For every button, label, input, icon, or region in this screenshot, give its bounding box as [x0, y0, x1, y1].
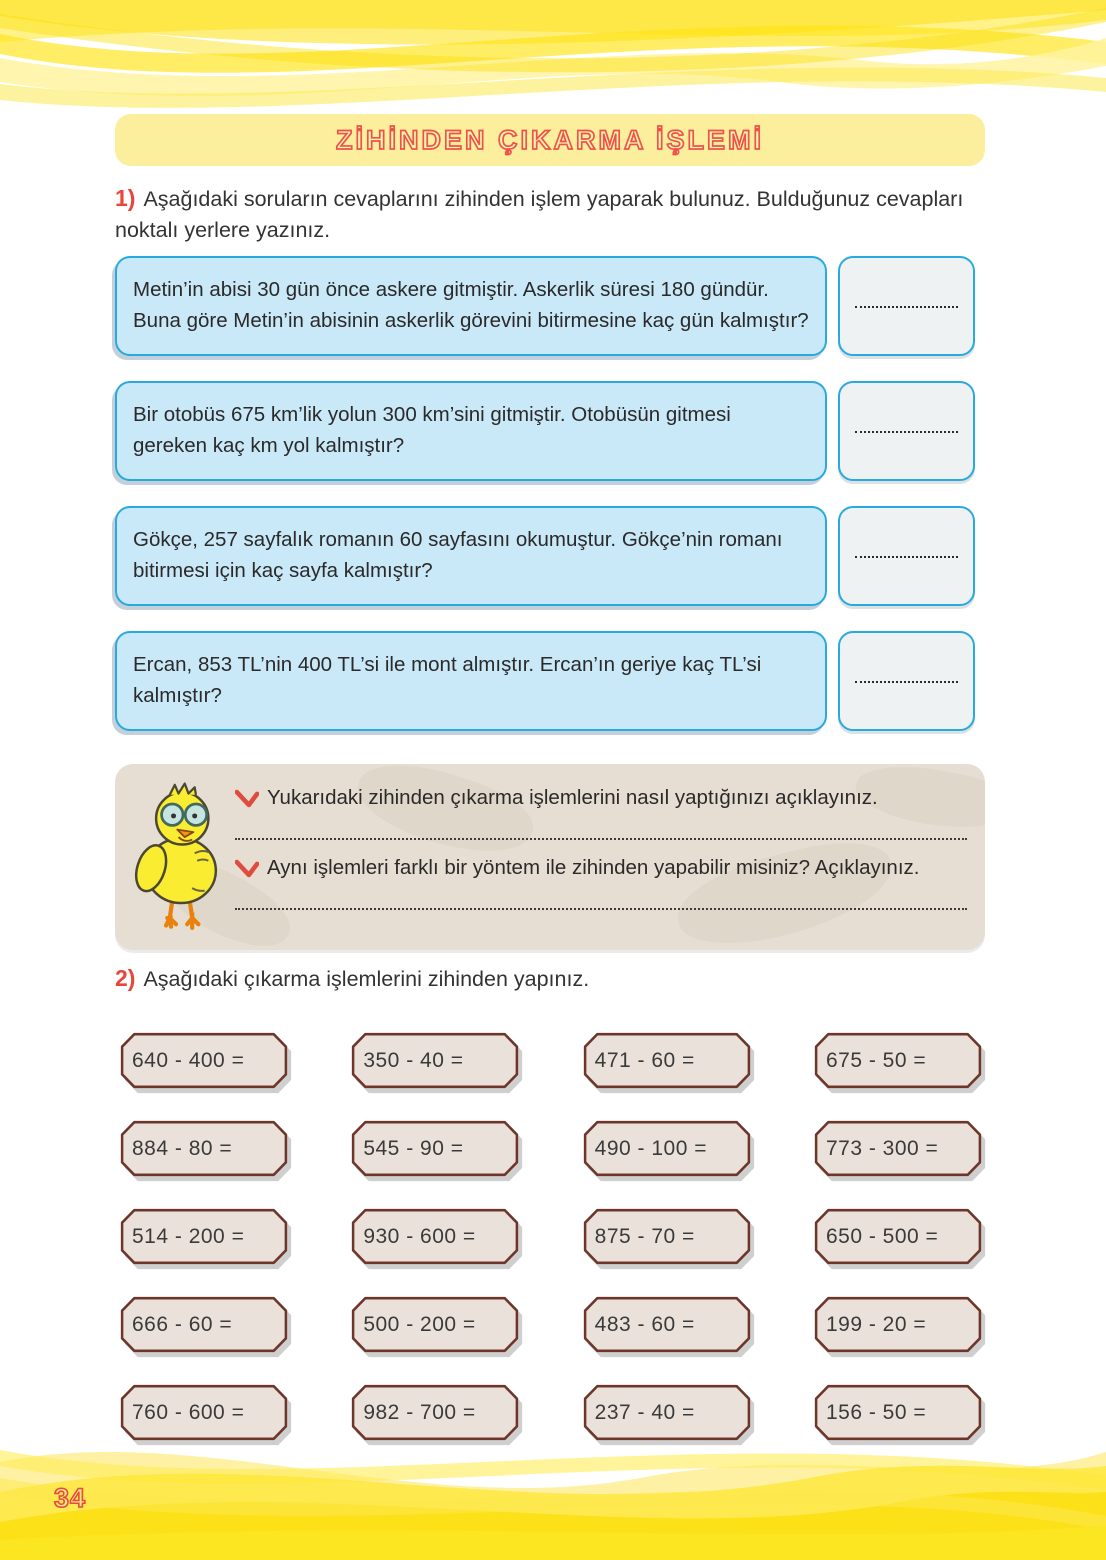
- answer-box[interactable]: [838, 381, 975, 481]
- exercise-text: 500 - 200 =: [363, 1312, 476, 1336]
- exercise-text: 545 - 90 =: [363, 1136, 464, 1160]
- problem-text-box: [115, 256, 827, 356]
- problem-text-box: [115, 506, 827, 606]
- answer-box[interactable]: [838, 631, 975, 731]
- discussion-prompt: [235, 856, 967, 880]
- answer-box[interactable]: [838, 506, 975, 606]
- page-title: ZİHİNDEN ÇIKARMA İŞLEMİ: [336, 124, 764, 155]
- exercise-box[interactable]: [120, 1208, 288, 1265]
- exercise-text: 666 - 60 =: [132, 1312, 233, 1336]
- answer-dotted-line[interactable]: [855, 304, 959, 308]
- exercise-text: 350 - 40 =: [363, 1048, 464, 1072]
- exercise-box[interactable]: [814, 1120, 982, 1177]
- exercise-text: 760 - 600 =: [132, 1400, 245, 1424]
- exercise-text: 875 - 70 =: [594, 1224, 695, 1248]
- chick-mascot-icon: [125, 778, 237, 936]
- problem-row: [115, 631, 985, 731]
- question2-number: 2): [115, 965, 136, 991]
- answer-dotted-line[interactable]: [855, 554, 959, 558]
- exercise-box[interactable]: [120, 1120, 288, 1177]
- exercise-box[interactable]: [120, 1296, 288, 1353]
- title-banner: [115, 114, 985, 166]
- exercise-box[interactable]: [814, 1296, 982, 1353]
- exercise-box[interactable]: [120, 1032, 288, 1089]
- problem-text: Metin’in abisi 30 gün önce askere gitmiştir. Askerlik süresi 180 gündür. Buna göre Metin’in abisinin askerlik görevini bitirmesine kaç gün kalmıştır?: [133, 278, 809, 332]
- question2-instruction: Aşağıdaki çıkarma işlemlerini zihinden yapınız.: [143, 967, 590, 991]
- answer-box[interactable]: [838, 256, 975, 356]
- exercise-box[interactable]: [351, 1120, 519, 1177]
- word-problems: [115, 256, 985, 731]
- prompt-text: Aynı işlemleri farklı bir yöntem ile zihinden yapabilir misiniz? Açıklayınız.: [267, 856, 920, 879]
- problem-row: [115, 506, 985, 606]
- exercise-box[interactable]: [583, 1120, 751, 1177]
- problem-text-box: [115, 631, 827, 731]
- discussion-content: [235, 776, 967, 916]
- exercise-text: 490 - 100 =: [594, 1136, 707, 1160]
- exercise-text: 930 - 600 =: [363, 1224, 476, 1248]
- write-in-dotted-line[interactable]: [235, 836, 967, 840]
- exercise-text: 237 - 40 =: [594, 1400, 695, 1424]
- exercise-box[interactable]: [351, 1208, 519, 1265]
- exercise-text: 773 - 300 =: [825, 1136, 939, 1160]
- answer-dotted-line[interactable]: [855, 429, 959, 433]
- wave-decoration-bottom: [0, 1420, 1106, 1560]
- problem-row: [115, 381, 985, 481]
- exercise-text: 471 - 60 =: [594, 1048, 695, 1072]
- exercise-grid: [120, 1032, 982, 1441]
- exercise-text: 640 - 400 =: [132, 1048, 245, 1072]
- exercise-box[interactable]: [583, 1296, 751, 1353]
- page-number: 34: [54, 1483, 87, 1513]
- exercise-box[interactable]: [351, 1032, 519, 1089]
- exercise-text: 514 - 200 =: [132, 1224, 245, 1248]
- problem-text-box: [115, 381, 827, 481]
- exercise-text: 884 - 80 =: [132, 1136, 233, 1160]
- question1-number: 1): [115, 185, 136, 211]
- problem-text: Ercan, 853 TL’nin 400 TL’si ile mont almıştır. Ercan’ın geriye kaç TL’si kalmıştır?: [133, 653, 762, 707]
- checkmark-icon: [235, 859, 259, 878]
- question1-header: [115, 182, 993, 247]
- exercise-text: 982 - 700 =: [363, 1400, 476, 1424]
- write-in-dotted-line[interactable]: [235, 906, 967, 910]
- exercise-text: 483 - 60 =: [594, 1312, 695, 1336]
- discussion-box: [115, 764, 985, 950]
- discussion-prompt: [235, 786, 967, 810]
- prompt-text: Yukarıdaki zihinden çıkarma işlemlerini nasıl yaptığınızı açıklayınız.: [267, 786, 878, 809]
- exercise-text: 650 - 500 =: [825, 1224, 939, 1248]
- wave-decoration-top: [0, 0, 1106, 118]
- question1-instruction: Aşağıdaki soruların cevaplarını zihinden işlem yaparak bulunuz. Bulduğunuz cevapları noktalı yerlere yazınız.: [115, 187, 964, 243]
- exercise-text: 156 - 50 =: [825, 1400, 927, 1424]
- exercise-box[interactable]: [583, 1208, 751, 1265]
- exercise-box[interactable]: [814, 1032, 982, 1089]
- problem-text: Gökçe, 257 sayfalık romanın 60 sayfasını okumuştur. Gökçe’nin romanı bitirmesi için kaç sayfa kalmıştır?: [133, 528, 783, 582]
- exercise-text: 675 - 50 =: [825, 1048, 927, 1072]
- exercise-box[interactable]: [814, 1208, 982, 1265]
- answer-dotted-line[interactable]: [855, 679, 959, 683]
- exercise-text: 199 - 20 =: [825, 1312, 927, 1336]
- exercise-box[interactable]: [351, 1296, 519, 1353]
- exercise-box[interactable]: [583, 1032, 751, 1089]
- problem-text: Bir otobüs 675 km’lik yolun 300 km’sini gitmiştir. Otobüsün gitmesi gereken kaç km yol kalmıştır?: [133, 403, 731, 457]
- checkmark-icon: [235, 789, 259, 808]
- question2-header: [115, 962, 993, 995]
- problem-row: [115, 256, 985, 356]
